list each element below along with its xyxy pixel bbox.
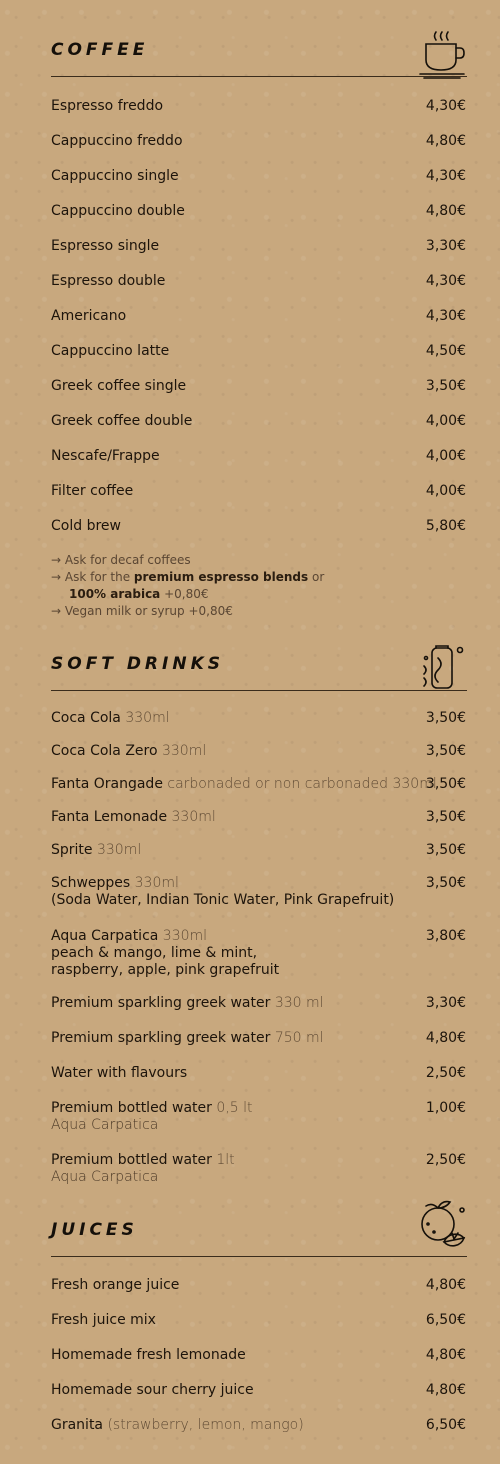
item-price: 3,50€ xyxy=(425,378,466,394)
item-name-text: Premium bottled water xyxy=(51,1100,212,1116)
item-name-text: Fanta Lemonade xyxy=(51,809,168,825)
item-name-text: Sprite xyxy=(51,842,93,858)
item-name-text: Nescafe/Frappe xyxy=(51,448,160,464)
item-price: 3,50€ xyxy=(425,776,466,792)
juices-title: JUICES xyxy=(51,1220,138,1240)
item-price: 6,50€ xyxy=(425,1417,466,1433)
soft-drinks-section xyxy=(0,644,500,1185)
item-name-text: Espresso double xyxy=(51,273,166,289)
item-price: 4,80€ xyxy=(425,1277,466,1293)
item-name xyxy=(51,343,169,360)
item-name xyxy=(51,875,179,892)
item-name xyxy=(51,1312,156,1329)
item-name-text: Coca Cola Zero xyxy=(51,743,158,759)
item-name-text: Fresh orange juice xyxy=(51,1277,180,1293)
item-name xyxy=(51,1417,304,1434)
item-price: 4,30€ xyxy=(425,308,466,324)
item-detail: 330ml xyxy=(130,875,179,891)
item-price: 2,50€ xyxy=(425,1065,466,1081)
item-price: 3,50€ xyxy=(425,809,466,825)
item-price: 1,00€ xyxy=(425,1100,466,1116)
item-name-text: Filter coffee xyxy=(51,483,134,499)
item-name xyxy=(51,448,160,465)
item-detail: 0,5 lt xyxy=(211,1100,253,1116)
item-price: 3,50€ xyxy=(425,842,466,858)
item-name-text: Aqua Carpatica xyxy=(51,928,159,944)
item-price: 2,50€ xyxy=(425,1152,466,1168)
item-name xyxy=(51,378,186,395)
item-name-text: Americano xyxy=(51,308,127,324)
item-name xyxy=(51,308,126,325)
item-price: 4,50€ xyxy=(425,343,466,359)
item-price: 5,80€ xyxy=(425,518,466,534)
note-arabica: 100% arabica +0,80€ xyxy=(69,587,209,601)
item-name-text: Coca Cola xyxy=(51,710,121,726)
item-price: 4,80€ xyxy=(425,1382,466,1398)
coffee-section xyxy=(0,30,500,618)
item-price: 3,30€ xyxy=(425,995,466,1011)
coffee-header xyxy=(0,30,500,90)
soft-drinks-divider xyxy=(51,690,467,691)
item-name xyxy=(51,776,437,793)
item-name xyxy=(51,1382,254,1399)
item-price: 3,50€ xyxy=(425,875,466,891)
item-name-text: Premium sparkling greek water xyxy=(51,1030,271,1046)
coffee-notes xyxy=(51,552,324,620)
item-name xyxy=(51,1152,235,1169)
item-name xyxy=(51,809,216,826)
item-name-text: Cappuccino latte xyxy=(51,343,170,359)
item-name-text: Cappuccino double xyxy=(51,203,185,219)
item-name-text: Cold brew xyxy=(51,518,121,534)
item-name-text: Espresso single xyxy=(51,238,160,254)
item-name xyxy=(51,928,207,945)
item-name-text: Fresh juice mix xyxy=(51,1312,156,1328)
soft-drinks-title: SOFT DRINKS xyxy=(51,654,224,674)
item-name xyxy=(51,133,183,150)
item-price: 3,50€ xyxy=(425,743,466,759)
item-subtext: (Soda Water, Indian Tonic Water, Pink Grapefruit) xyxy=(51,892,395,908)
item-name xyxy=(51,168,179,185)
item-price: 4,30€ xyxy=(425,98,466,114)
juices-header xyxy=(0,1210,500,1270)
item-name-text: Schweppes xyxy=(51,875,131,891)
item-price: 3,50€ xyxy=(425,710,466,726)
item-price: 4,80€ xyxy=(425,1347,466,1363)
item-detail: 330ml xyxy=(120,710,170,726)
item-price: 6,50€ xyxy=(425,1312,466,1328)
item-name xyxy=(51,1030,324,1047)
item-name xyxy=(51,842,141,859)
note-vegan: → Vegan milk or syrup +0,80€ xyxy=(51,604,233,618)
item-name-text: Cappuccino freddo xyxy=(51,133,183,149)
soda-can-icon xyxy=(416,644,468,696)
item-name-text: Fanta Orangade xyxy=(51,776,163,792)
note-premium: → Ask for the premium espresso blends or xyxy=(51,570,325,584)
citrus-fruit-icon xyxy=(416,1196,468,1248)
item-brand: Aqua Carpatica xyxy=(51,1169,159,1185)
item-name xyxy=(51,995,324,1012)
item-detail: 330ml xyxy=(92,842,142,858)
item-name xyxy=(51,203,185,220)
item-price: 4,80€ xyxy=(425,203,466,219)
item-name xyxy=(51,1100,252,1117)
juices-divider xyxy=(51,1256,467,1257)
item-price: 3,30€ xyxy=(425,238,466,254)
soft-drinks-header xyxy=(0,644,500,704)
note-decaf: → Ask for decaf coffees xyxy=(51,553,191,567)
item-detail: (strawberry, lemon, mango) xyxy=(103,1417,304,1433)
item-name xyxy=(51,98,163,115)
item-name-text: Water with flavours xyxy=(51,1065,188,1081)
juices-section xyxy=(0,1210,500,1433)
item-price: 4,00€ xyxy=(425,413,466,429)
item-name xyxy=(51,743,206,760)
item-name xyxy=(51,1065,187,1082)
item-name xyxy=(51,413,192,430)
item-brand: Aqua Carpatica xyxy=(51,1117,159,1133)
item-name-text: Greek coffee double xyxy=(51,413,193,429)
item-detail: 330ml xyxy=(167,809,216,825)
item-detail: carbonaded or non carbonaded 330ml xyxy=(162,776,437,792)
item-name-text: Cappuccino single xyxy=(51,168,179,184)
item-detail: 1lt xyxy=(211,1152,235,1168)
item-name-text: Homemade sour cherry juice xyxy=(51,1382,254,1398)
item-name xyxy=(51,1347,246,1364)
item-detail: 330 ml xyxy=(270,995,324,1011)
item-price: 3,80€ xyxy=(425,928,466,944)
item-name-text: Homemade fresh lemonade xyxy=(51,1347,246,1363)
item-name xyxy=(51,1277,179,1294)
item-detail: 330ml xyxy=(158,928,208,944)
coffee-title: COFFEE xyxy=(51,40,149,60)
item-price: 4,00€ xyxy=(425,448,466,464)
item-price: 4,80€ xyxy=(425,133,466,149)
item-name-text: Espresso freddo xyxy=(51,98,164,114)
item-name xyxy=(51,710,170,727)
item-name-text: Granita xyxy=(51,1417,104,1433)
item-name xyxy=(51,483,133,500)
item-name xyxy=(51,238,159,255)
item-name xyxy=(51,518,121,535)
item-detail: 750 ml xyxy=(270,1030,324,1046)
item-name-text: Greek coffee single xyxy=(51,378,187,394)
item-price: 4,30€ xyxy=(425,168,466,184)
item-price: 4,30€ xyxy=(425,273,466,289)
item-subtext: peach & mango, lime & mint, xyxy=(51,945,258,961)
coffee-cup-icon xyxy=(416,30,468,82)
item-price: 4,80€ xyxy=(425,1030,466,1046)
item-name xyxy=(51,273,165,290)
item-detail: 330ml xyxy=(157,743,207,759)
item-price: 4,00€ xyxy=(425,483,466,499)
coffee-divider xyxy=(51,76,467,77)
item-name-text: Premium sparkling greek water xyxy=(51,995,271,1011)
item-subtext-2: raspberry, apple, pink grapefruit xyxy=(51,962,280,978)
item-name-text: Premium bottled water xyxy=(51,1152,212,1168)
